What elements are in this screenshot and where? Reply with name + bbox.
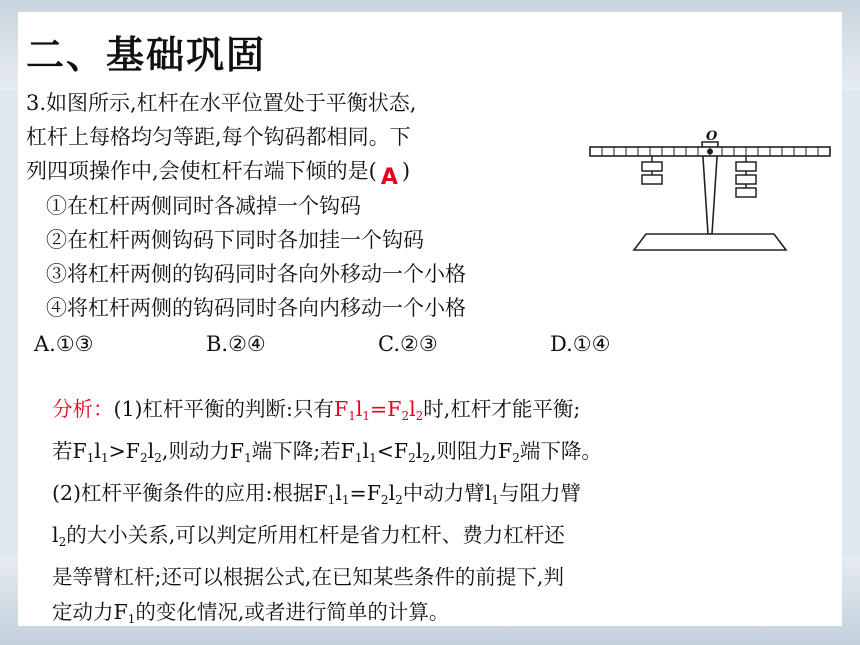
analysis-text: l	[52, 523, 59, 547]
subscript: 2	[395, 493, 403, 507]
choice-b: B.②④	[206, 332, 266, 356]
analysis-text: 的变化情况,或者进行简单的计算。	[135, 600, 450, 624]
option-2: ②在杠杆两侧钩码下同时各加挂一个钩码	[46, 228, 424, 252]
eq-f1: F	[333, 397, 349, 421]
subscript: 1	[354, 451, 363, 465]
answer-mark: A	[380, 165, 398, 190]
subscript: 1	[244, 451, 252, 465]
right-weight-2	[736, 175, 756, 184]
analysis-text: l	[388, 481, 396, 505]
analysis-text: l	[362, 439, 370, 463]
option-1: ①在杠杆两侧同时各减掉一个钩码	[46, 194, 361, 218]
analysis-line-3	[52, 476, 802, 518]
subscript: 2	[154, 451, 162, 465]
balance-equation	[334, 397, 423, 421]
analysis-text: 中动力臂l	[402, 481, 492, 505]
eq-f2: F	[387, 397, 402, 421]
subscript: 2	[422, 451, 430, 465]
analysis-text: >F	[108, 439, 140, 463]
analysis-text: 时,杠杆才能平衡;	[423, 397, 581, 421]
question-line-2: 杠杆上每格均匀等距,每个钩码都相同。下	[26, 125, 411, 149]
lever-pivot	[707, 149, 713, 155]
question-block	[26, 86, 586, 325]
option-3: ③将杠杆两侧的钩码同时各向外移动一个小格	[46, 262, 466, 286]
subscript: 2	[380, 493, 389, 507]
slide-title: 二、基础巩固	[26, 33, 267, 77]
right-weight-3	[736, 188, 756, 197]
analysis-text: l	[94, 439, 101, 463]
analysis-text: 端下降;若F	[251, 439, 355, 463]
choice-d: D.①④	[550, 332, 611, 356]
analysis-text: 的大小关系,可以判定所用杠杆是省力杠杆、费力杠杆还	[66, 523, 565, 547]
analysis-line-4	[52, 518, 802, 560]
choice-a: A.①③	[34, 332, 94, 356]
analysis-text: l	[335, 481, 342, 505]
analysis-text: 定动力F	[52, 600, 128, 624]
analysis-label: 分析：	[52, 397, 114, 421]
analysis-text: <F	[376, 439, 409, 463]
question-line-3-text: 列四项操作中,会使杠杆右端下倾的是(	[26, 159, 377, 183]
eq-f2-sub: 2	[401, 409, 410, 423]
subscript: 1	[491, 493, 499, 507]
subscript: 2	[408, 451, 416, 465]
subscript: 2	[139, 451, 148, 465]
analysis-text: (1)杠杆平衡的判断:只有	[113, 397, 334, 421]
eq-l2-sub: 2	[415, 409, 424, 423]
analysis-text: =F	[349, 481, 381, 505]
analysis-line-6	[52, 595, 802, 637]
eq-l1: l	[355, 397, 363, 421]
subscript: 1	[127, 612, 136, 626]
analysis-text: (2)杠杆平衡条件的应用:根据F	[52, 481, 328, 505]
analysis-block	[52, 392, 802, 637]
left-weight-1	[642, 162, 662, 171]
analysis-line-1	[52, 392, 802, 434]
right-weight-1	[736, 162, 756, 171]
question-line-3	[26, 154, 586, 189]
eq-l2: l	[409, 397, 416, 421]
choice-c: C.②③	[378, 332, 438, 356]
lever-stand-base	[634, 234, 786, 250]
subscript: 1	[100, 451, 109, 465]
subscript: 1	[327, 493, 336, 507]
question-line-1: 3.如图所示,杠杆在水平位置处于平衡状态,	[26, 91, 417, 115]
eq-equals: =	[370, 397, 388, 421]
question-line-3-close: )	[401, 159, 411, 183]
subscript: 1	[369, 451, 377, 465]
analysis-text: l	[415, 439, 423, 463]
analysis-line-5: 是等臂杠杆;还可以根据公式,在已知某些条件的前提下,判	[52, 565, 564, 589]
analysis-text: 与阻力臂	[498, 481, 581, 505]
subscript: 1	[341, 493, 350, 507]
subscript: 2	[512, 451, 520, 465]
analysis-text: ,则阻力F	[429, 439, 513, 463]
eq-l1-sub: 1	[362, 409, 371, 423]
subscript: 2	[58, 535, 67, 549]
analysis-text: 端下降。	[519, 439, 602, 463]
eq-f1-sub: 1	[348, 409, 356, 423]
analysis-text: ,则动力F	[161, 439, 245, 463]
analysis-line-2	[52, 434, 802, 476]
answer-choices	[34, 332, 722, 356]
subscript: 1	[86, 451, 95, 465]
pivot-label: O	[706, 129, 718, 144]
analysis-text: l	[147, 439, 155, 463]
option-4: ④将杠杆两侧的钩码同时各向内移动一个小格	[46, 296, 466, 320]
left-weight-2	[642, 175, 662, 184]
lever-figure	[586, 122, 836, 262]
analysis-text: 若F	[52, 439, 87, 463]
